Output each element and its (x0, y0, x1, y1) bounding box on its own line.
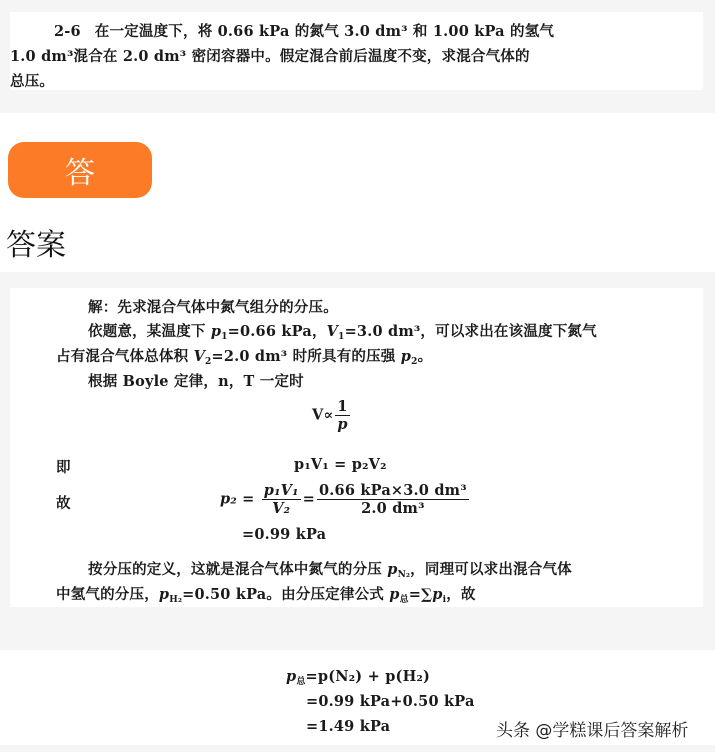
gu-result: =0.99 kPa (242, 526, 327, 543)
solution-line-3: 占有混合气体总体积 $V_2=2.0$ dm³ 时所具有的压强 $p_2$。 (56, 348, 433, 367)
question-line-1: 2-6 在一定温度下，将 0.66 kPa 的氮气 3.0 dm³ 和 1.00 kPa 的氢气 (54, 23, 555, 40)
ji-formula: p₁V₁ = p₂V₂ (294, 456, 387, 473)
gu-label: 故 (56, 495, 71, 512)
watermark: 头条 @学糕课后答案解析 (496, 721, 689, 741)
solution-band-2 (0, 745, 715, 752)
final-line-2: =0.99 kPa+0.50 kPa (306, 693, 475, 710)
question-line-2: 1.0 dm³混合在 2.0 dm³ 密闭容器中。假定混合前后温度不变，求混合气体的 (10, 48, 530, 65)
gu-formula: p₂ = $\frac{\text{p₁V₁}}{\text{V₂}}$ = $\frac{\text{0.66 kPa×3.0 dm³}}{\text{2.0 dm³}}$ (220, 482, 467, 517)
boyle-formula: V∝ $\frac{1}{p}$ (312, 398, 348, 433)
final-line-3: =1.49 kPa (306, 718, 391, 735)
question-image (10, 12, 703, 90)
question-number: 2-6 (54, 23, 81, 40)
solution-line-6: 中氢气的分压，$p_{H_2}=0.50$ kPa。由分压定律公式 $p_总=\sum p_i$，故 (56, 586, 476, 605)
final-line-1: $p_总=p(N_2) + p(H_2)$ (286, 668, 431, 687)
solution-line-4: 根据 Boyle 定律，n，T 一定时 (88, 373, 304, 390)
solution-line-5: 按分压的定义，这就是混合气体中氮气的分压 $p_{N_2}$，同理可以求出混合气体 (88, 561, 572, 580)
ji-label: 即 (56, 459, 71, 476)
solution-line-2: 依题意，某温度下 $p_1=0.66$ kPa，$V_1=3.0$ dm³，可以求出在该温度下氮气 (88, 323, 597, 342)
answer-button[interactable]: 答 (8, 142, 152, 198)
solution-line-1: 解：先求混合气体中氮气组分的分压。 (88, 299, 338, 316)
answer-heading: 答案 (6, 228, 66, 263)
question-line-3: 总压。 (10, 73, 55, 90)
solution-image-1 (10, 288, 703, 607)
